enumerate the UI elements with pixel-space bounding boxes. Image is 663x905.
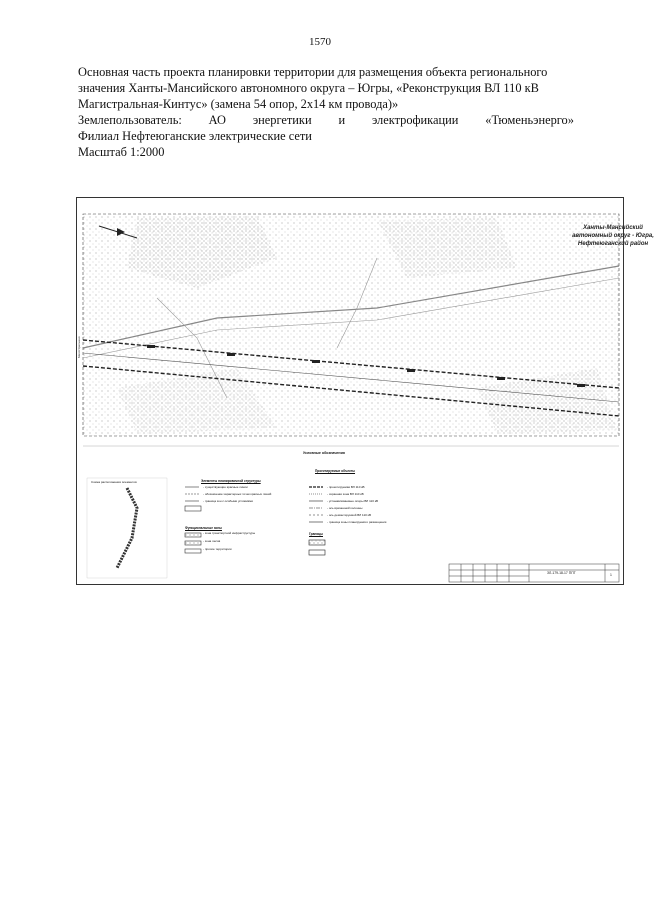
- header-line-1: Основная часть проекта планировки территории для размещения объекта регионального: [78, 65, 548, 79]
- land-user-word: «Тюменьэнерго»: [485, 113, 574, 127]
- title-stamp: [449, 564, 619, 582]
- stamp-sheet: 1: [610, 573, 612, 577]
- stamp-code: ЗЛ-179-18-17 ППТ: [547, 571, 576, 575]
- legend-right-item: - охранная зона ВЛ 110 кВ: [327, 492, 364, 496]
- legend-left-item: - существующие красные линии: [203, 485, 248, 489]
- legend-notes-title: Границы: [309, 532, 323, 536]
- land-user-word: энергетики: [252, 113, 312, 127]
- legend-right-item: - ось временной колонны: [327, 506, 363, 510]
- header-line-5: Филиал Нефтеюганские электрические сети: [78, 129, 312, 143]
- legend-right-item: - устанавливаемые опоры ВЛ 110 кВ: [327, 499, 379, 503]
- legend-zones-title: Функциональные зоны: [185, 526, 222, 530]
- land-user-word: и: [338, 113, 346, 127]
- header-line-3: Магистральная-Кинтус» (замена 54 опор, 2х14 км провода)»: [78, 97, 399, 111]
- legend-right-item: - проектируемая ВЛ 110 кВ: [327, 485, 365, 489]
- legend-right-title: Проектируемые объекты: [315, 469, 356, 473]
- land-user-line: [78, 112, 574, 128]
- legend-right-item: - граница зоны планируемого размещения: [327, 520, 387, 524]
- land-user-word: АО: [208, 113, 226, 127]
- legend-zone-item: - зона лесов: [203, 539, 221, 543]
- document-header: [78, 64, 574, 160]
- drawing-canvas: [77, 198, 623, 584]
- legend-right-item: - ось демонтируемой ВЛ 110 кВ: [327, 513, 371, 517]
- land-user-word: электрофикации: [371, 113, 459, 127]
- legend-left-item: - обозначение характерных точек красных линий: [203, 492, 272, 496]
- region-label: Ханты-Мансийский автономный округ - Югра, Нефтеюганский район: [572, 225, 654, 247]
- legend-left-title: Элементы планировочной структуры: [201, 479, 261, 483]
- legend-zone-item: - зона транспортной инфраструктуры: [203, 531, 256, 535]
- header-line-2: значения Ханты-Мансийского автономного округа – Югры, «Реконструкция ВЛ 110 кВ: [78, 81, 539, 95]
- planning-drawing: [76, 197, 654, 585]
- land-user-word: Землепользователь:: [78, 113, 182, 127]
- situation-label: Схема расположения элементов: [91, 480, 137, 484]
- legend-zone-item: - прочие территории: [203, 547, 232, 551]
- svg-text:Магистральная: Магистральная: [77, 336, 81, 358]
- map-area: [77, 214, 619, 436]
- legend-title: Условные обозначения: [303, 451, 345, 455]
- legend-left-item: - граница зон с особыми условиями: [203, 499, 254, 503]
- page-number: 1570: [309, 36, 331, 48]
- scale-label: Масштаб 1:2000: [78, 145, 165, 159]
